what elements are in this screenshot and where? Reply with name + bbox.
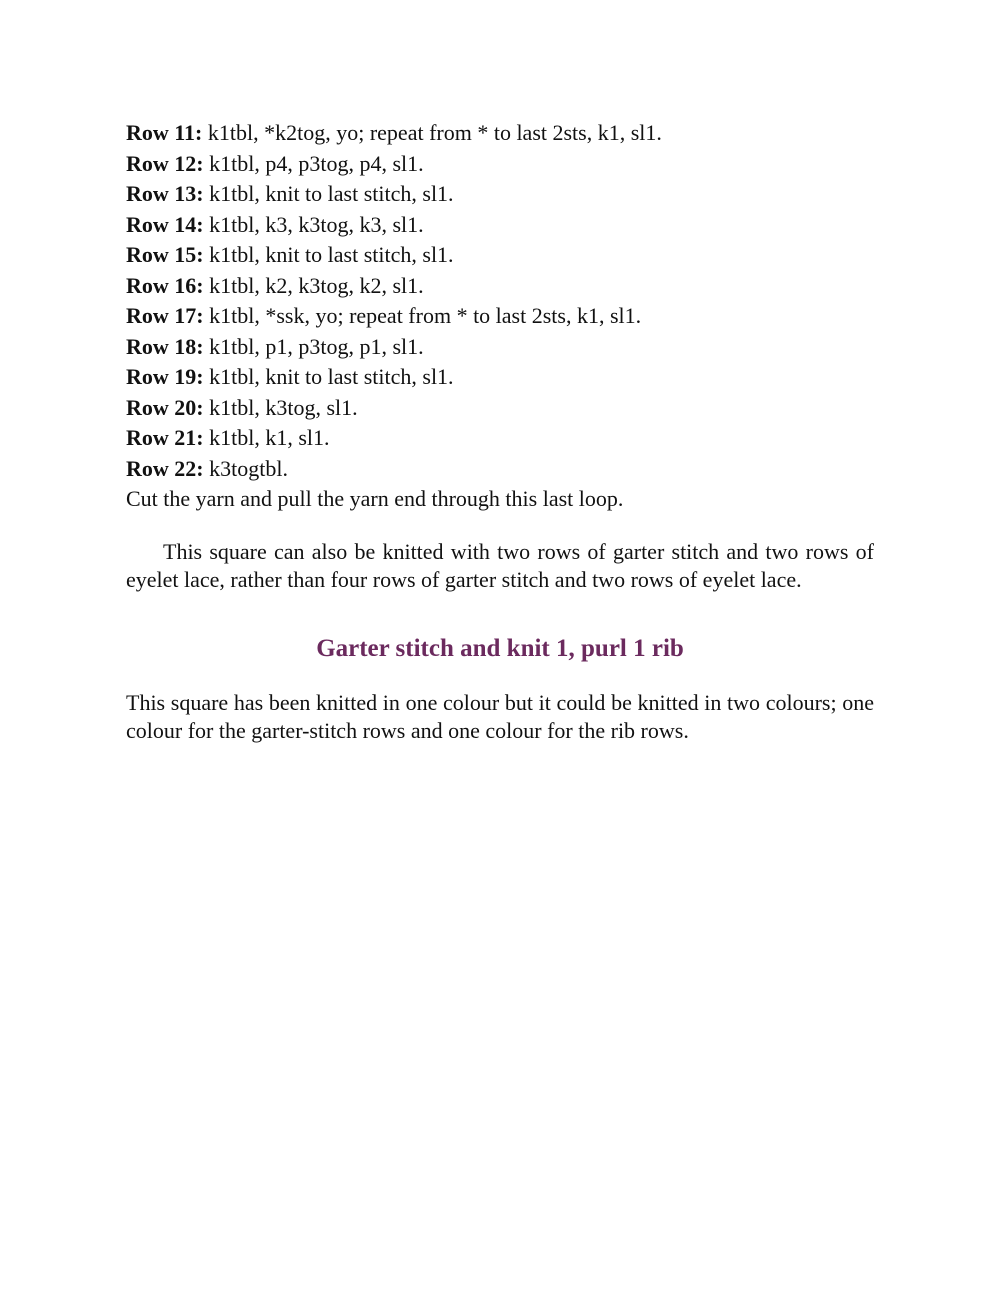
- row-instruction: [126, 301, 874, 332]
- row-text: k1tbl, p1, p3tog, p1, sl1.: [203, 333, 424, 359]
- row-text: k1tbl, k2, k3tog, k2, sl1.: [203, 272, 424, 298]
- row-label: Row 22:: [126, 455, 204, 481]
- note-paragraph: This square can also be knitted with two rows of garter stitch and two rows of eyelet lace, rather than four rows of garter stitch and two rows of eyelet lace.: [126, 538, 874, 592]
- row-text: k1tbl, *ssk, yo; repeat from * to last 2sts, k1, sl1.: [203, 303, 642, 328]
- row-instruction: [126, 454, 874, 485]
- row-text: k1tbl, knit to last stitch, sl1.: [203, 181, 454, 206]
- section-heading: Garter stitch and knit 1, purl 1 rib: [316, 634, 684, 662]
- row-label: Row 11:: [126, 120, 203, 145]
- row-label: Row 20:: [126, 394, 204, 420]
- row-label: Row 15:: [126, 242, 204, 267]
- row-instruction: [126, 271, 874, 302]
- row-label: Row 19:: [126, 364, 204, 389]
- row-instruction: [126, 210, 874, 241]
- row-instruction: [126, 332, 874, 363]
- row-text: k3togtbl.: [203, 455, 288, 481]
- cut-instruction: Cut the yarn and pull the yarn end through this last loop.: [126, 486, 624, 511]
- row-instruction: [126, 149, 874, 180]
- row-text: k1tbl, *k2tog, yo; repeat from * to last 2sts, k1, sl1.: [202, 120, 662, 145]
- row-label: Row 13:: [126, 181, 204, 206]
- row-label: Row 16:: [126, 272, 204, 298]
- row-text: k1tbl, k1, sl1.: [203, 425, 330, 450]
- row-text: k1tbl, knit to last stitch, sl1.: [203, 364, 454, 389]
- row-label: Row 12:: [126, 150, 204, 176]
- row-label: Row 21:: [126, 425, 204, 450]
- row-instruction: [126, 393, 874, 424]
- row-text: k1tbl, p4, p3tog, p4, sl1.: [203, 150, 424, 176]
- row-instruction: [126, 362, 874, 393]
- row-instruction: [126, 179, 874, 210]
- row-text: k1tbl, k3, k3tog, k3, sl1.: [203, 211, 424, 237]
- row-label: Row 17:: [126, 303, 204, 328]
- row-text: k1tbl, knit to last stitch, sl1.: [203, 242, 454, 267]
- row-instruction: [126, 240, 874, 271]
- row-instructions-list: [126, 118, 874, 484]
- row-instruction: [126, 118, 874, 149]
- row-instruction: [126, 423, 874, 454]
- row-label: Row 18:: [126, 333, 204, 359]
- row-label: Row 14:: [126, 211, 204, 237]
- section-paragraph: This square has been knitted in one colour but it could be knitted in two colours; one colour for the garter-stitch rows and one colour for the rib rows.: [126, 689, 874, 743]
- row-text: k1tbl, k3tog, sl1.: [203, 394, 358, 420]
- document-page: [126, 118, 874, 746]
